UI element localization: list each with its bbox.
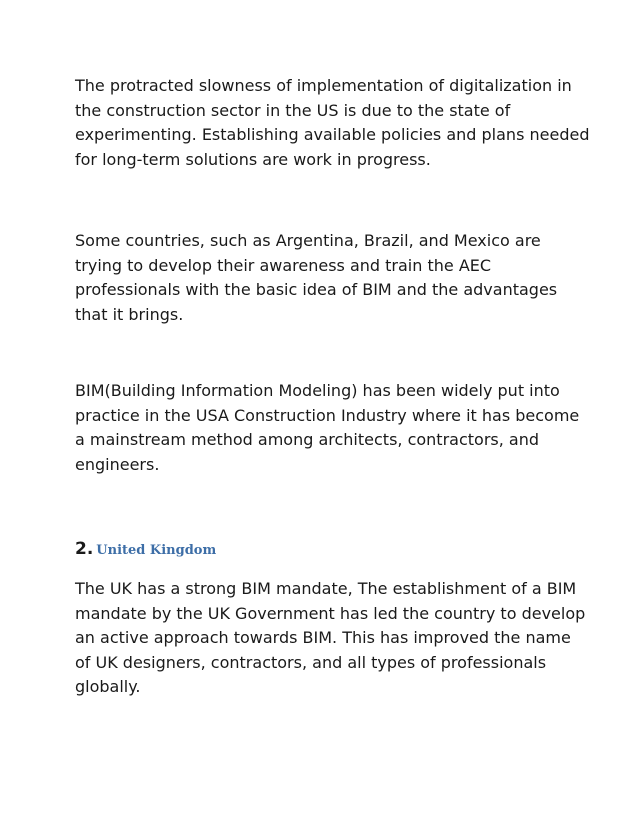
- paragraph-line: The UK has a strong BIM mandate, The establishment of a BIM: [75, 579, 577, 598]
- paragraph-line: BIM(Building Information Modeling) has been widely put into: [75, 381, 560, 400]
- paragraph-line: trying to develop their awareness and train the AEC: [75, 255, 492, 275]
- paragraph-line: mandate by the UK Government has led the country to develop: [75, 603, 586, 623]
- paragraph-line: Some countries, such as Argentina, Brazil, and Mexico are: [75, 231, 541, 250]
- paragraph-us-digitalization: [75, 74, 590, 172]
- paragraph-latin-america: [75, 229, 575, 327]
- paragraph-line: of UK designers, contractors, and all types of professionals: [75, 652, 547, 672]
- paragraph-line: the construction sector in the US is due to the state of: [75, 100, 511, 120]
- paragraph-line: engineers.: [75, 454, 160, 474]
- section-title: United Kingdom: [96, 543, 217, 558]
- paragraph-bim-usa: [75, 379, 580, 477]
- paragraph-line: for long-term solutions are work in progress.: [75, 149, 431, 169]
- paragraph-line: a mainstream method among architects, contractors, and: [75, 430, 539, 449]
- paragraph-line: that it brings.: [75, 304, 184, 324]
- section-number: 2.: [75, 539, 94, 559]
- section-heading: [75, 534, 216, 561]
- paragraph-line: practice in the USA Construction Industry where it has become: [75, 405, 580, 425]
- paragraph-line: globally.: [75, 677, 141, 696]
- paragraph-line: The protracted slowness of implementation of digitalization in: [75, 76, 572, 95]
- paragraph-line: experimenting. Establishing available policies and plans needed: [75, 125, 590, 144]
- paragraph-uk-mandate: [75, 577, 586, 700]
- paragraph-line: an active approach towards BIM. This has improved the name: [75, 628, 571, 647]
- paragraph-line: professionals with the basic idea of BIM and the advantages: [75, 280, 558, 299]
